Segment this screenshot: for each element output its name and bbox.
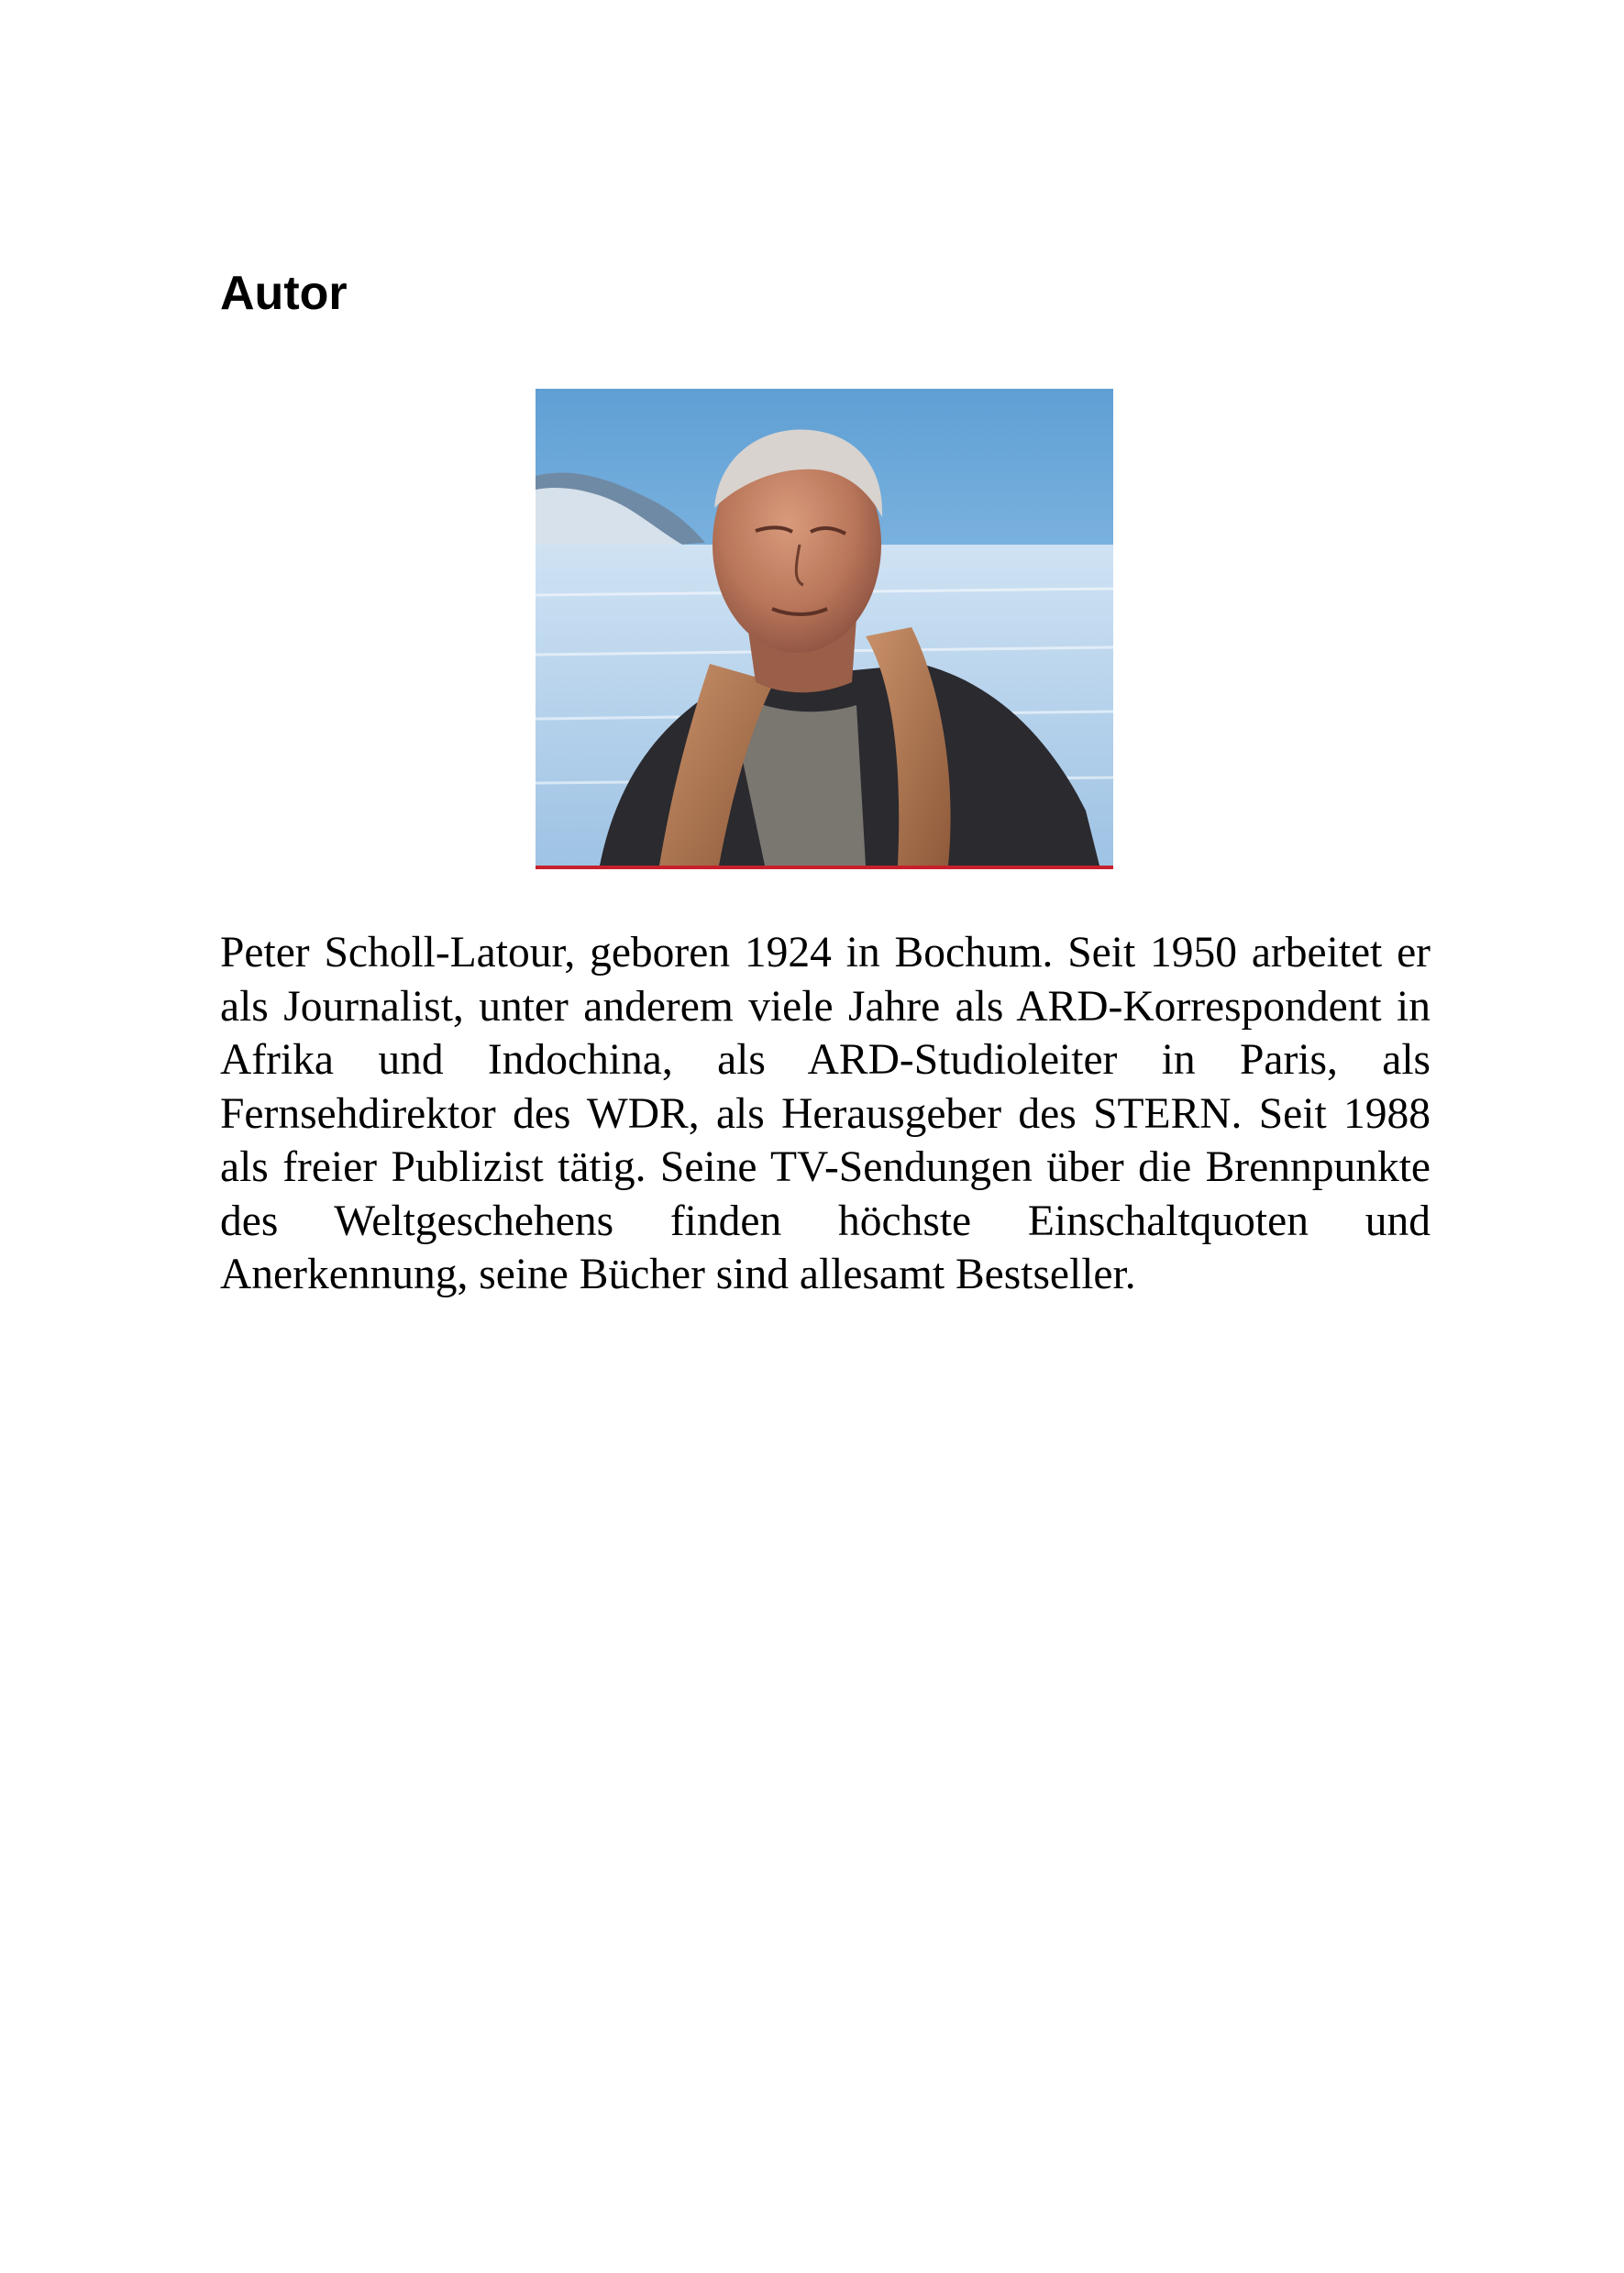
section-heading: Autor <box>220 267 348 320</box>
author-biography: Peter Scholl-Latour, geboren 1924 in Bochum. Seit 1950 arbeitet er als Journalist, unter anderem viele Jahre als ARD-Korrespondent in Afrika und Indochina, als ARD-Studioleiter in Paris, als Fernsehdirektor des WDR, als Herausgeber des STERN. Seit 1988 als freier Publizist tätig. Seine TV-Sendungen über die Brennpunkte des Weltgeschehens finden höchste Einschaltquoten und Anerkennung, seine Bücher sind allesamt Bestseller. <box>220 929 1431 1298</box>
photo-divider <box>536 866 1113 869</box>
author-photo <box>536 389 1113 875</box>
